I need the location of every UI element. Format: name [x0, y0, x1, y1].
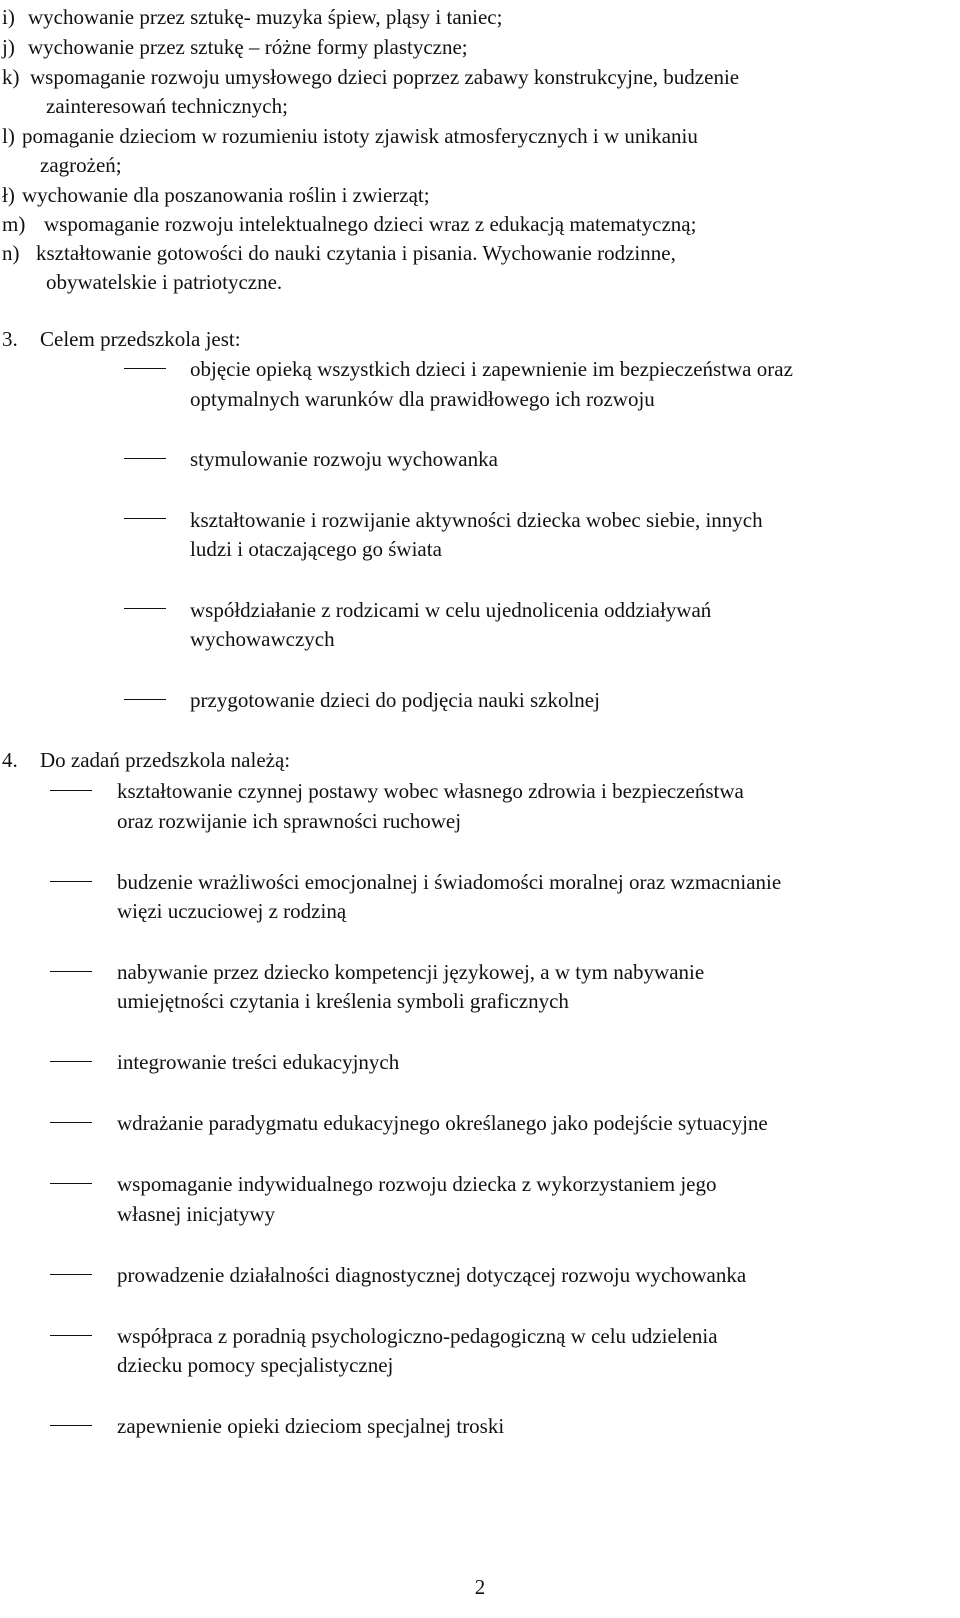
bullet-text: własnej inicjatywy — [117, 1202, 276, 1226]
list-item-text: zainteresowań technicznych; — [46, 94, 288, 118]
dash-bullet — [124, 608, 166, 609]
bullet-text: wdrażanie paradygmatu edukacyjnego określanego jako podejście sytuacyjne — [117, 1111, 768, 1135]
dash-bullet — [50, 971, 92, 972]
bullet-text: integrowanie treści edukacyjnych — [117, 1050, 400, 1074]
list-item-text: zagrożeń; — [40, 153, 122, 177]
list-marker: m) — [2, 212, 26, 236]
list-item-text: kształtowanie gotowości do nauki czytania i pisania. Wychowanie rodzinne, — [36, 241, 676, 265]
bullet-text: kształtowanie czynnej postawy wobec własnego zdrowia i bezpieczeństwa — [117, 779, 744, 803]
dash-bullet — [50, 881, 92, 882]
bullet-text: więzi uczuciowej z rodziną — [117, 899, 347, 923]
section-number: 3. — [2, 327, 18, 351]
list-item-text: pomaganie dzieciom w rozumieniu istoty zjawisk atmosferycznych i w unikaniu — [22, 124, 698, 148]
list-item-text: wychowanie przez sztukę- muzyka śpiew, pląsy i taniec; — [28, 5, 503, 29]
bullet-text: objęcie opieką wszystkich dzieci i zapewnienie im bezpieczeństwa oraz — [190, 357, 793, 381]
section-title: Celem przedszkola jest: — [40, 327, 241, 351]
section-title: Do zadań przedszkola należą: — [40, 748, 291, 772]
list-item-text: wspomaganie rozwoju intelektualnego dzieci wraz z edukacją matematyczną; — [44, 212, 697, 236]
dash-bullet — [124, 458, 166, 459]
bullet-text: prowadzenie działalności diagnostycznej dotyczącej rozwoju wychowanka — [117, 1263, 747, 1287]
dash-bullet — [124, 518, 166, 519]
dash-bullet — [50, 1425, 92, 1426]
dash-bullet — [50, 1335, 92, 1336]
bullet-text: kształtowanie i rozwijanie aktywności dziecka wobec siebie, innych — [190, 508, 763, 532]
bullet-text: przygotowanie dzieci do podjęcia nauki szkolnej — [190, 688, 600, 712]
dash-bullet — [124, 368, 166, 369]
bullet-text: optymalnych warunków dla prawidłowego ich rozwoju — [190, 387, 655, 411]
list-marker: n) — [2, 241, 20, 265]
list-item-text: wychowanie dla poszanowania roślin i zwierząt; — [22, 183, 430, 207]
list-marker: l) — [2, 124, 15, 148]
bullet-text: wspomaganie indywidualnego rozwoju dziecka z wykorzystaniem jego — [117, 1172, 717, 1196]
bullet-text: nabywanie przez dziecko kompetencji językowej, a w tym nabywanie — [117, 960, 705, 984]
bullet-text: ludzi i otaczającego go świata — [190, 537, 442, 561]
dash-bullet — [50, 790, 92, 791]
dash-bullet — [50, 1061, 92, 1062]
bullet-text: budzenie wrażliwości emocjonalnej i świadomości moralnej oraz wzmacnianie — [117, 870, 782, 894]
list-marker: k) — [2, 65, 20, 89]
dash-bullet — [124, 699, 166, 700]
list-item-text: wychowanie przez sztukę – różne formy plastyczne; — [28, 35, 468, 59]
bullet-text: stymulowanie rozwoju wychowanka — [190, 447, 498, 471]
dash-bullet — [50, 1183, 92, 1184]
section-number: 4. — [2, 748, 18, 772]
bullet-text: współdziałanie z rodzicami w celu ujednolicenia oddziaływań — [190, 598, 712, 622]
bullet-text: dziecku pomocy specjalistycznej — [117, 1353, 394, 1377]
list-marker: j) — [2, 35, 15, 59]
page-number: 2 — [474, 1575, 486, 1599]
bullet-text: oraz rozwijanie ich sprawności ruchowej — [117, 809, 462, 833]
list-item-text: obywatelskie i patriotyczne. — [46, 270, 283, 294]
bullet-text: wychowawczych — [190, 627, 335, 651]
list-item-text: wspomaganie rozwoju umysłowego dzieci poprzez zabawy konstrukcyjne, budzenie — [30, 65, 740, 89]
bullet-text: umiejętności czytania i kreślenia symboli graficznych — [117, 989, 569, 1013]
list-marker: ł) — [2, 183, 15, 207]
dash-bullet — [50, 1122, 92, 1123]
list-marker: i) — [2, 5, 15, 29]
dash-bullet — [50, 1274, 92, 1275]
bullet-text: współpraca z poradnią psychologiczno-pedagogiczną w celu udzielenia — [117, 1324, 718, 1348]
bullet-text: zapewnienie opieki dzieciom specjalnej troski — [117, 1414, 505, 1438]
